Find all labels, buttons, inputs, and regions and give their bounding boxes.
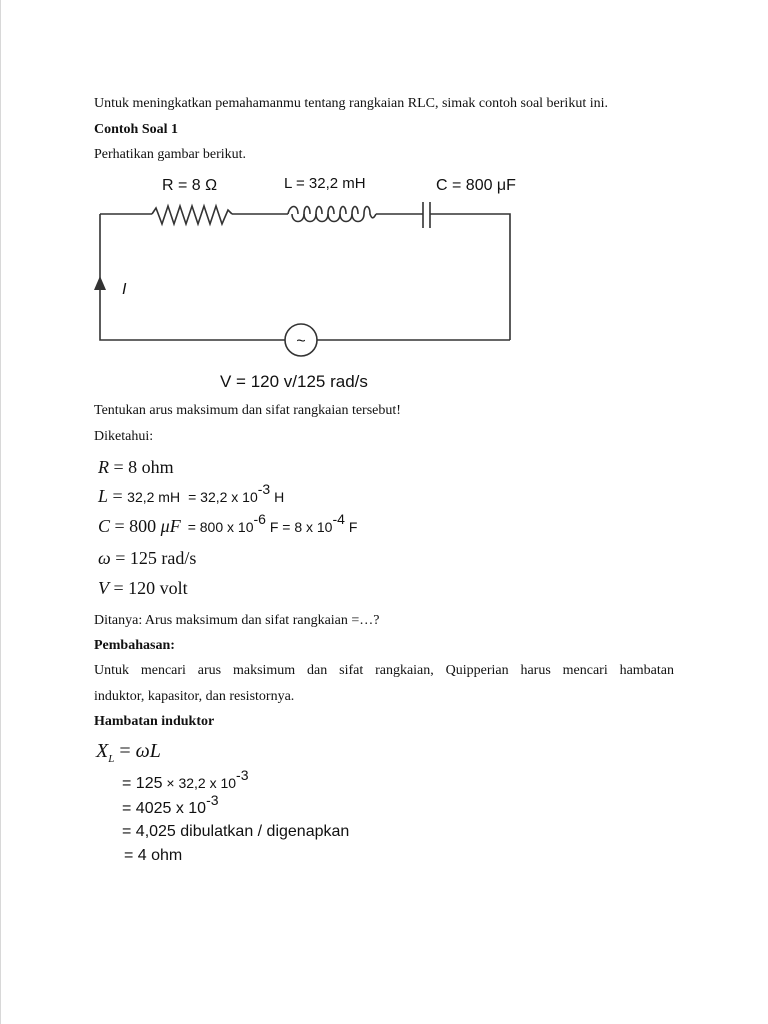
capacitor-symbol xyxy=(423,202,430,228)
discussion-heading: Pembahasan: xyxy=(94,638,175,653)
discussion-text-2: induktor, kapasitor, dan resistornya. xyxy=(94,689,295,704)
calc-line-4: = 4 ohm xyxy=(124,847,183,864)
known-heading: Diketahui: xyxy=(94,429,154,444)
page-edge xyxy=(0,0,1,1024)
known-omega: ω = 125 rad/s xyxy=(98,548,197,568)
example-title: Contoh Soal 1 xyxy=(94,122,179,137)
look-at-text: Perhatikan gambar berikut. xyxy=(94,147,247,162)
current-arrow-icon xyxy=(94,276,106,290)
calc-xl-formula: $X_L = \omega L$ xyxy=(96,740,161,765)
asked-text: Ditanya: Arus maksimum dan sifat rangkaian =…? xyxy=(94,613,380,628)
wire-top-right xyxy=(430,214,510,340)
resistor-label: R = 8 Ω xyxy=(162,177,218,194)
known-v: V = 120 volt xyxy=(98,578,188,598)
calc-line-3: = 4,025 dibulatkan / digenapkan xyxy=(122,823,350,840)
intro-text: Untuk meningkatkan pemahamanmu tentang rangkaian RLC, simak contoh soal berikut ini. xyxy=(94,96,608,111)
calc-line-1: = 125 × 32,2 x $10^{-3}$ xyxy=(122,767,249,792)
capacitor-label: C = 800 μF xyxy=(436,177,516,194)
known-c: C = 800 μF = 800 x $10^{-6}$ F = 8 x $10^{-4}$ F xyxy=(98,511,358,536)
discussion-text: Untuk mencari arus maksimum dan sifat rangkaian, Quipperian harus mencari hambatan xyxy=(94,663,674,678)
inductor-heading: Hambatan induktor xyxy=(94,714,215,729)
wire-bottom-left xyxy=(100,214,285,340)
resistor-symbol xyxy=(152,206,232,224)
rlc-circuit-diagram xyxy=(92,168,532,393)
current-label: I xyxy=(122,281,127,298)
calc-line-2: = 4025 x $10^{-3}$ xyxy=(122,792,219,817)
inductor-label: L = 32,2 mH xyxy=(284,175,366,192)
inductor-symbol xyxy=(288,207,376,222)
known-l: L = 32,2 mH = 32,2 x $10^{-3}$ H xyxy=(98,481,285,506)
ac-source-glyph: ~ xyxy=(296,333,306,350)
question-text: Tentukan arus maksimum dan sifat rangkaian tersebut! xyxy=(94,403,401,418)
source-label: V = 120 v/125 rad/s xyxy=(220,372,368,391)
known-r: R = 8 ohm xyxy=(98,457,174,477)
